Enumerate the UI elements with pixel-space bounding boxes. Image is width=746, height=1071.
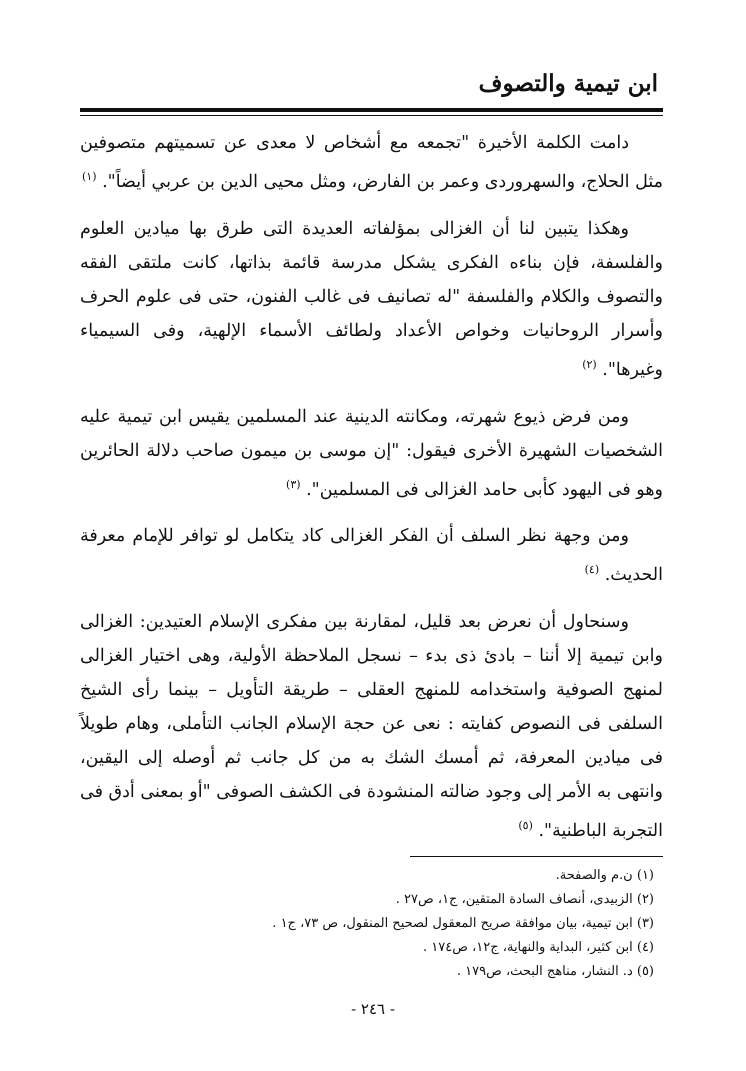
header-rule-thin	[80, 115, 663, 116]
footnote-5: (٥) د. النشار، مناهج البحث، ص١٧٩ .	[456, 964, 654, 979]
footnote-2: (٢) الزبيدى، أنصاف السادة المتقين، ج١، ص٢٧ .	[395, 892, 654, 907]
footnote-4: (٤) ابن كثير، البداية والنهاية، ج١٢، ص١٧٤ .	[423, 940, 654, 955]
paragraph-text: ومن فرض ذيوع شهرته، ومكانته الدينية عند المسلمين يقيس ابن تيمية عليه الشخصيات الشهيرة الأخرى فيقول: "إن موسى بن ميمون صاحب دلالة الحائرين وهو فى اليهود كأبى حامد الغزالى فى المسلمين".	[80, 406, 663, 500]
paragraph-text: ومن وجهة نظر السلف أن الفكر الغزالى كاد يتكامل لو توافر للإمام معرفة الحديث.	[80, 526, 663, 586]
footnote-marker: (٥)	[518, 819, 533, 833]
running-title: ابن تيمية والتصوف	[478, 70, 658, 97]
footnote-3: (٣) ابن تيمية، بيان موافقة صريح المعقول لصحيح المنقول، ص ٧٣، ج١ .	[272, 916, 654, 931]
footnote-1: (١) ن.م والصفحة.	[555, 868, 654, 883]
paragraph-text: دامت الكلمة الأخيرة "تجمعه مع أشخاص لا معدى عن تسميتهم متصوفين مثل الحلاج، والسهروردى وعمر بن الفارض، ومثل محيى الدين بن عربي أيضاً".	[80, 133, 663, 192]
footnote-marker: (٣)	[286, 477, 301, 491]
paragraph-text: وسنحاول أن نعرض بعد قليل، لمقارنة بين مفكرى الإسلام العتيدين: الغزالى وابن تيمية إلا أننا – بادئ ذى بدء – نسجل الملاحظة الأولية، وهى اختيار الغزالى لمنهج الصوفية واستخدامه للمنهج العقلى – طريقة التأويل – بينما رأى الشيخ السلفى فى النصوص كفايته : نعى عن حجة الإسلام الجانب التأملى، وهام طويلاً فى ميادين المعرفة، ثم أمسك الشك به من كل جانب ثم أوصله إلى اليقين، وانتهى به الأمر إلى وجود ضالته المنشودة فى الكشف الصوفى "أو بمعنى أدق فى التجربة الباطنية".	[80, 612, 663, 842]
paragraph-5	[80, 605, 663, 848]
footnotes	[94, 864, 654, 984]
paragraph-text: وهكذا يتبين لنا أن الغزالى بمؤلفاته العديدة التى طرق بها ميادين العلوم والفلسفة، فإن بناءه الفكرى يشكل مدرسة قائمة بذاتها، كانت ملتقى الفقه والتصوف والكلام والفلسفة "له تصانيف فى غالب الفنون، حتى فى علوم الحرف وأسرار الروحانيات وخواص الأعداد ولطائف الأسماء الإلهية، وفى السيمياء وغيرها".	[80, 218, 663, 380]
paragraph-2	[80, 212, 663, 387]
body-text	[80, 126, 663, 861]
page-number: - ٢٤٦ -	[351, 1000, 395, 1018]
footnote-separator	[410, 856, 663, 857]
paragraph-1	[80, 126, 663, 199]
paragraph-3	[80, 400, 663, 507]
paragraph-4	[80, 519, 663, 592]
footnote-marker: (١)	[82, 170, 97, 183]
header-rule-thick	[80, 108, 663, 112]
footnote-marker: (٢)	[582, 357, 597, 371]
footnote-marker: (٤)	[584, 563, 600, 577]
